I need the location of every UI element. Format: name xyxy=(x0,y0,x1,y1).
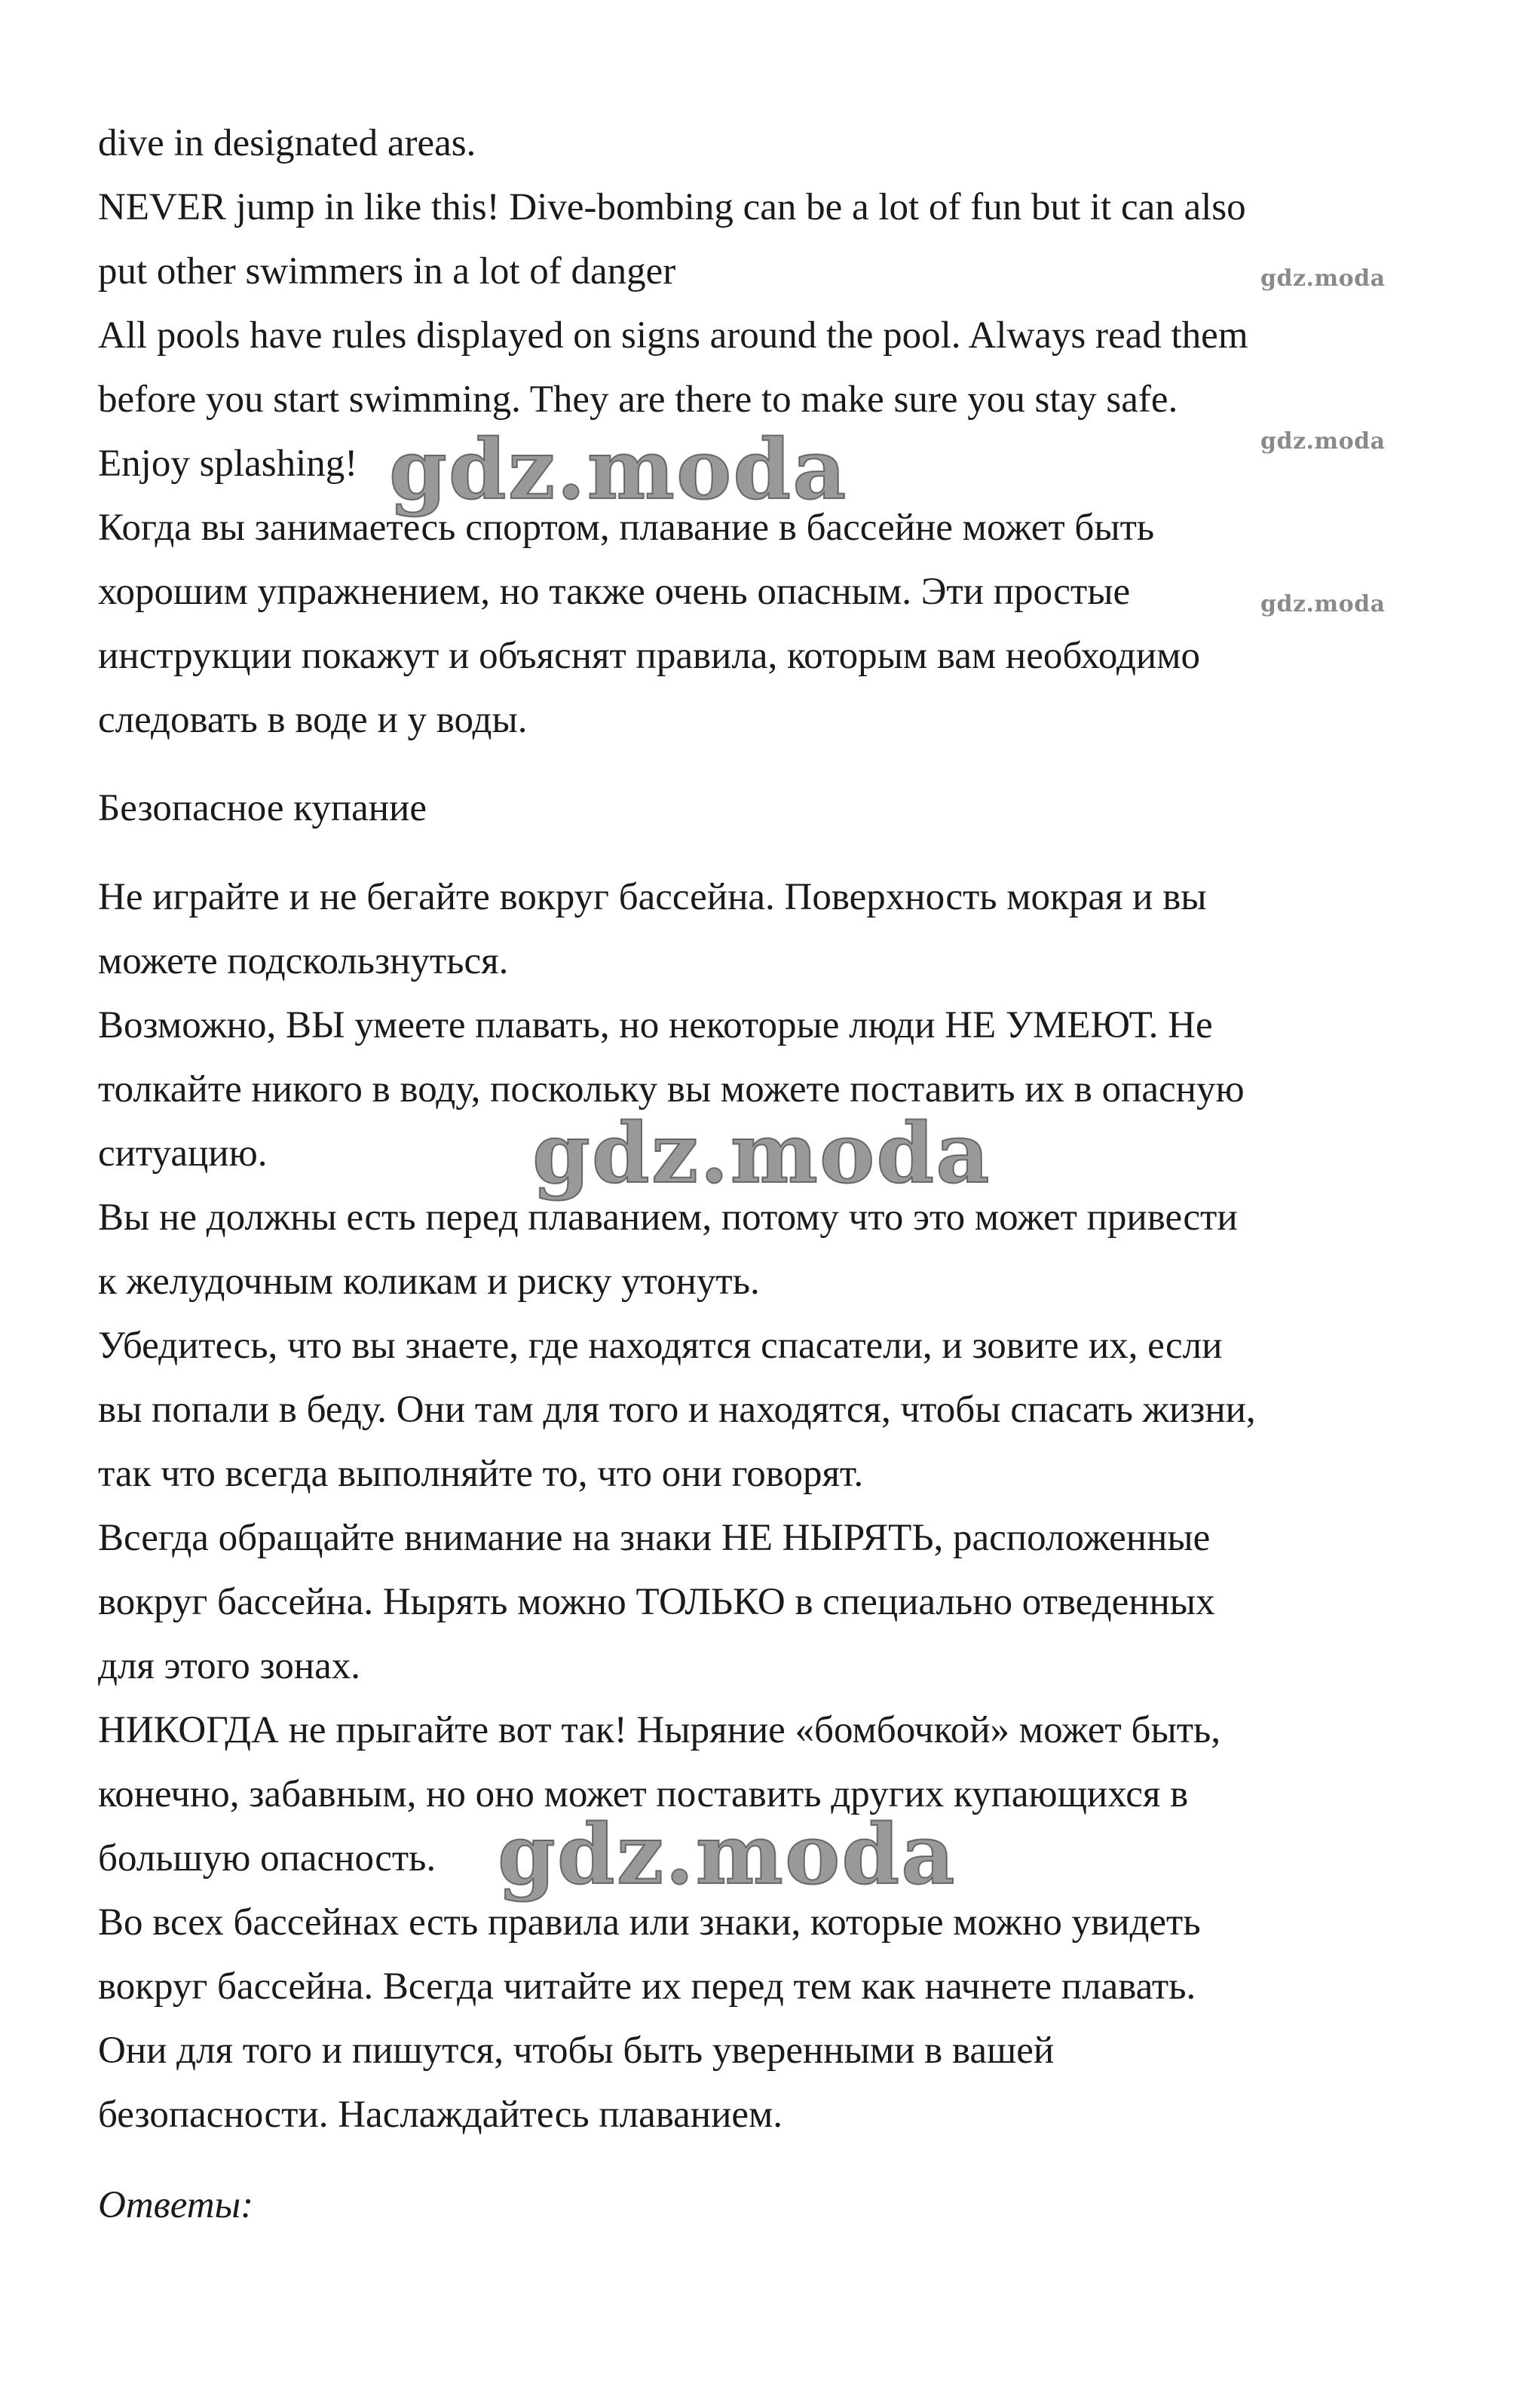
body-line-17: Во всех бассейнах есть правила или знаки, которые можно увидеть xyxy=(98,1901,1201,1944)
body-line-16: большую опасность. xyxy=(98,1837,436,1880)
body-line-9: вы попали в беду. Они там для того и находятся, чтобы спасать жизни, xyxy=(98,1389,1256,1431)
body-line-20: безопасности. Наслаждайтесь плаванием. xyxy=(98,2094,783,2136)
body-line-6: Вы не должны есть перед плаванием, потому что это может привести xyxy=(98,1196,1238,1239)
body-line-10: так что всегда выполняйте то, что они говорят. xyxy=(98,1453,864,1495)
body-line-14: НИКОГДА не прыгайте вот так! Ныряние «бомбочкой» может быть, xyxy=(98,1709,1221,1751)
watermark-large-3: gdz.moda xyxy=(498,1806,957,1903)
answers-label: Ответы: xyxy=(98,2184,254,2226)
watermark-small-3: gdz.moda xyxy=(1260,591,1386,617)
watermark-small-2: gdz.moda xyxy=(1260,428,1386,455)
body-line-1: Не играйте и не бегайте вокруг бассейна. Поверхность мокрая и вы xyxy=(98,876,1207,918)
body-line-5: ситуацию. xyxy=(98,1132,268,1175)
intro-line-4: следовать в воде и у воды. xyxy=(98,699,528,741)
english-line-3: put other swimmers in a lot of danger xyxy=(98,250,676,293)
english-line-1: dive in designated areas. xyxy=(98,122,476,164)
body-line-19: Они для того и пишутся, чтобы быть уверенными в вашей xyxy=(98,2030,1055,2072)
watermark-large-1: gdz.moda xyxy=(389,421,848,518)
english-line-4: All pools have rules displayed on signs around the pool. Always read them xyxy=(98,314,1248,357)
intro-line-1: Когда вы занимаетесь спортом, плавание в бассейне может быть xyxy=(98,507,1155,549)
body-line-3: Возможно, ВЫ умеете плавать, но некоторые люди НЕ УМЕЮТ. Не xyxy=(98,1004,1213,1046)
watermark-small-1: gdz.moda xyxy=(1260,265,1386,292)
body-line-11: Всегда обращайте внимание на знаки НЕ НЫРЯТЬ, расположенные xyxy=(98,1517,1211,1559)
english-line-2: NEVER jump in like this! Dive-bombing can be a lot of fun but it can also xyxy=(98,186,1246,228)
body-line-7: к желудочным коликам и риску утонуть. xyxy=(98,1261,760,1303)
body-line-12: вокруг бассейна. Нырять можно ТОЛЬКО в специально отведенных xyxy=(98,1581,1215,1623)
english-line-5: before you start swimming. They are there to make sure you stay safe. xyxy=(98,378,1178,421)
body-line-18: вокруг бассейна. Всегда читайте их перед тем как начнете плавать. xyxy=(98,1965,1196,2008)
intro-line-2: хорошим упражнением, но также очень опасным. Эти простые xyxy=(98,571,1131,613)
body-line-13: для этого зонах. xyxy=(98,1645,361,1687)
watermark-large-2: gdz.moda xyxy=(532,1104,991,1202)
body-line-2: можете подскользнуться. xyxy=(98,940,509,982)
body-line-8: Убедитесь, что вы знаете, где находятся спасатели, и зовите их, если xyxy=(98,1325,1223,1367)
section-heading: Безопасное купание xyxy=(98,787,427,829)
body-line-15: конечно, забавным, но оно может поставить других купающихся в xyxy=(98,1773,1189,1815)
intro-line-3: инструкции покажут и объяснят правила, которым вам необходимо xyxy=(98,635,1200,677)
english-line-6: Enjoy splashing! xyxy=(98,443,358,485)
body-line-4: толкайте никого в воду, поскольку вы можете поставить их в опасную xyxy=(98,1068,1245,1111)
